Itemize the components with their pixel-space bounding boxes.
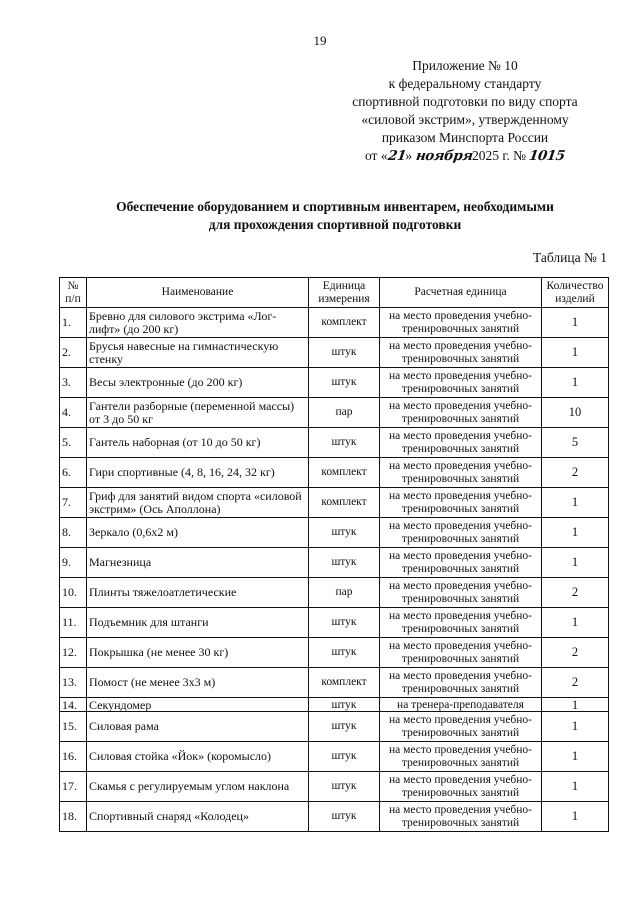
cell-unit: штук: [309, 428, 380, 458]
cell-name: Бревно для силового экстрима «Лог-лифт» (до 200 кг): [87, 308, 309, 338]
cell-name: Помост (не менее 3х3 м): [87, 668, 309, 698]
table-row: [60, 772, 609, 802]
cell-name: Зеркало (0,6х2 м): [87, 518, 309, 548]
header-unit: Единица измерения: [309, 278, 380, 308]
cell-name: Гантель наборная (от 10 до 50 кг): [87, 428, 309, 458]
table-label: Таблица № 1: [533, 250, 607, 265]
cell-num: 6.: [60, 458, 87, 488]
appendix-line-1: Приложение № 10: [412, 58, 518, 73]
title-line-2: для прохождения спортивной подготовки: [208, 217, 462, 232]
cell-unit: штук: [309, 742, 380, 772]
cell-num: 10.: [60, 578, 87, 608]
cell-num: 16.: [60, 742, 87, 772]
cell-qty: 1: [542, 338, 609, 368]
cell-num: 2.: [60, 338, 87, 368]
cell-calc: на место проведения учебно-тренировочных занятий: [380, 338, 542, 368]
cell-name: Весы электронные (до 200 кг): [87, 368, 309, 398]
cell-qty: 1: [542, 488, 609, 518]
cell-qty: 1: [542, 548, 609, 578]
cell-qty: 1: [542, 608, 609, 638]
cell-calc: на место проведения учебно-тренировочных занятий: [380, 398, 542, 428]
table-row: [60, 638, 609, 668]
cell-unit: комплект: [309, 308, 380, 338]
cell-qty: 10: [542, 398, 609, 428]
date-separator: »: [405, 148, 416, 163]
cell-name: Гири спортивные (4, 8, 16, 24, 32 кг): [87, 458, 309, 488]
handwritten-order-number: 1015: [528, 148, 567, 164]
cell-calc: на место проведения учебно-тренировочных занятий: [380, 428, 542, 458]
cell-qty: 1: [542, 518, 609, 548]
table-row: [60, 802, 609, 832]
table-row: [60, 458, 609, 488]
cell-qty: 1: [542, 698, 609, 712]
cell-name: Скамья с регулируемым углом наклона: [87, 772, 309, 802]
table-row: [60, 742, 609, 772]
cell-calc: на место проведения учебно-тренировочных занятий: [380, 458, 542, 488]
cell-num: 8.: [60, 518, 87, 548]
cell-calc: на место проведения учебно-тренировочных занятий: [380, 578, 542, 608]
appendix-date-line: [330, 147, 600, 165]
equipment-table: [59, 277, 609, 832]
cell-name: Покрышка (не менее 30 кг): [87, 638, 309, 668]
table-row: [60, 518, 609, 548]
cell-name: Силовая рама: [87, 712, 309, 742]
cell-qty: 2: [542, 578, 609, 608]
appendix-header: [330, 57, 600, 165]
cell-calc: на место проведения учебно-тренировочных занятий: [380, 608, 542, 638]
table-row: [60, 668, 609, 698]
cell-qty: 1: [542, 308, 609, 338]
appendix-line-5: приказом Минспорта России: [381, 130, 549, 145]
appendix-line-3: спортивной подготовки по виду спорта: [352, 94, 578, 109]
cell-num: 3.: [60, 368, 87, 398]
page-number: 19: [313, 33, 327, 48]
cell-calc: на место проведения учебно-тренировочных занятий: [380, 548, 542, 578]
cell-qty: 1: [542, 712, 609, 742]
cell-unit: комплект: [309, 668, 380, 698]
cell-name: Магнезница: [87, 548, 309, 578]
table-row: [60, 712, 609, 742]
cell-name: Плинты тяжелоатлетические: [87, 578, 309, 608]
cell-num: 4.: [60, 398, 87, 428]
cell-unit: штук: [309, 548, 380, 578]
cell-calc: на место проведения учебно-тренировочных занятий: [380, 668, 542, 698]
appendix-line-2: к федеральному стандарту: [388, 76, 542, 91]
cell-unit: пар: [309, 578, 380, 608]
cell-num: 13.: [60, 668, 87, 698]
header-calc: Расчетная единица: [380, 278, 542, 308]
cell-unit: штук: [309, 698, 380, 712]
date-prefix: от «: [364, 148, 388, 163]
header-qty: Количество изделий: [542, 278, 609, 308]
cell-calc: на место проведения учебно-тренировочных занятий: [380, 802, 542, 832]
cell-name: Спортивный снаряд «Колодец»: [87, 802, 309, 832]
table-row: [60, 428, 609, 458]
cell-name: Секундомер: [87, 698, 309, 712]
table-body: [60, 308, 609, 832]
cell-unit: штук: [309, 772, 380, 802]
cell-calc: на место проведения учебно-тренировочных занятий: [380, 742, 542, 772]
cell-qty: 1: [542, 772, 609, 802]
table-row: [60, 608, 609, 638]
table-row: [60, 368, 609, 398]
cell-unit: штук: [309, 802, 380, 832]
cell-qty: 1: [542, 742, 609, 772]
cell-qty: 1: [542, 802, 609, 832]
cell-qty: 2: [542, 668, 609, 698]
table-header-row: [60, 278, 609, 308]
table-row: [60, 698, 609, 712]
cell-qty: 5: [542, 428, 609, 458]
cell-name: Подъемник для штанги: [87, 608, 309, 638]
cell-num: 11.: [60, 608, 87, 638]
table-row: [60, 548, 609, 578]
table-row: [60, 488, 609, 518]
cell-name: Брусья навесные на гимнастическую стенку: [87, 338, 309, 368]
cell-num: 15.: [60, 712, 87, 742]
cell-calc: на место проведения учебно-тренировочных занятий: [380, 712, 542, 742]
table-row: [60, 338, 609, 368]
appendix-line-4: «силовой экстрим», утвержденному: [361, 112, 569, 127]
cell-num: 17.: [60, 772, 87, 802]
cell-num: 5.: [60, 428, 87, 458]
cell-num: 1.: [60, 308, 87, 338]
cell-calc: на место проведения учебно-тренировочных занятий: [380, 518, 542, 548]
cell-calc: на место проведения учебно-тренировочных занятий: [380, 638, 542, 668]
cell-num: 7.: [60, 488, 87, 518]
cell-calc: на тренера-преподавателя: [380, 698, 542, 712]
cell-qty: 2: [542, 458, 609, 488]
cell-num: 14.: [60, 698, 87, 712]
cell-unit: штук: [309, 518, 380, 548]
table-row: [60, 308, 609, 338]
cell-calc: на место проведения учебно-тренировочных занятий: [380, 772, 542, 802]
cell-num: 18.: [60, 802, 87, 832]
header-name: Наименование: [87, 278, 309, 308]
cell-calc: на место проведения учебно-тренировочных занятий: [380, 368, 542, 398]
header-num: № п/п: [60, 278, 87, 308]
cell-qty: 2: [542, 638, 609, 668]
cell-num: 12.: [60, 638, 87, 668]
table-row: [60, 398, 609, 428]
cell-unit: штук: [309, 608, 380, 638]
handwritten-month: ноября: [414, 148, 474, 164]
title-line-1: Обеспечение оборудованием и спортивным инвентарем, необходимыми: [116, 199, 554, 214]
cell-name: Силовая стойка «Йок» (коромысло): [87, 742, 309, 772]
cell-name: Гантели разборные (переменной массы) от 3 до 50 кг: [87, 398, 309, 428]
cell-unit: комплект: [309, 488, 380, 518]
cell-unit: штук: [309, 338, 380, 368]
cell-unit: штук: [309, 368, 380, 398]
cell-calc: на место проведения учебно-тренировочных занятий: [380, 308, 542, 338]
date-year: 2025 г. №: [472, 148, 530, 163]
table-row: [60, 578, 609, 608]
cell-name: Гриф для занятий видом спорта «силовой экстрим» (Ось Аполлона): [87, 488, 309, 518]
cell-unit: штук: [309, 638, 380, 668]
cell-calc: на место проведения учебно-тренировочных занятий: [380, 488, 542, 518]
handwritten-day: 21: [386, 148, 407, 164]
cell-unit: пар: [309, 398, 380, 428]
cell-unit: комплект: [309, 458, 380, 488]
cell-qty: 1: [542, 368, 609, 398]
cell-unit: штук: [309, 712, 380, 742]
document-title: [70, 198, 600, 234]
cell-num: 9.: [60, 548, 87, 578]
